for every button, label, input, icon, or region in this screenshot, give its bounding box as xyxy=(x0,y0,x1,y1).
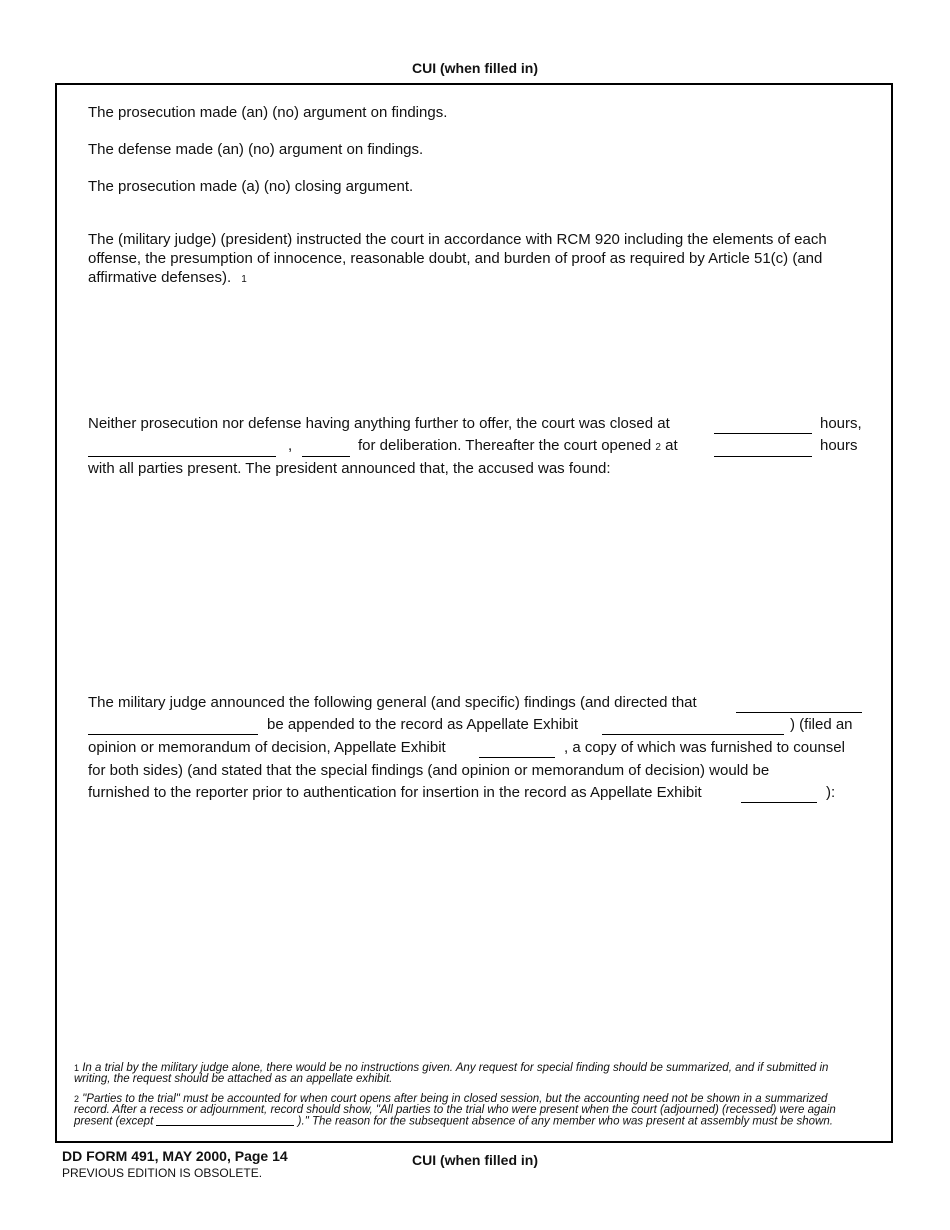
instruction-line-3-text: affirmative defenses). xyxy=(88,269,232,286)
footnote-1-number: 1 xyxy=(74,1063,80,1073)
findings-line-4: for both sides) (and stated that the special findings (and opinion or memorandum of decision) would be xyxy=(88,762,770,779)
court-reopened-line xyxy=(358,437,678,454)
findings-line-2a: be appended to the record as Appellate Exhibit xyxy=(267,716,579,733)
appellate-exhibit-field-2[interactable] xyxy=(479,739,555,758)
footnote-1-text: In a trial by the military judge alone, there would be no instructions given. Any request for special finding should be summarized, and if submitted in writing, the request should be attached as an appellate exhibit. xyxy=(74,1062,829,1085)
deliberation-text: for deliberation. Thereafter the court opened xyxy=(358,437,652,454)
hours-label-2: hours xyxy=(820,437,858,454)
edition-note: PREVIOUS EDITION IS OBSOLETE. xyxy=(62,1166,263,1180)
footnote-2-text-a: "Parties to the trial" must be accounted for when court opens after being in closed session, but the accounting need not be shown in a summarized record. After a recess or adjournment, record should show, "All parties to the trial who were present when the court (adjourned) (recessed) were again present (except xyxy=(74,1093,836,1128)
footnote-ref-1: 1 xyxy=(241,274,247,285)
at-label: at xyxy=(665,437,678,454)
prosecution-closing-argument: The prosecution made (a) (no) closing argument. xyxy=(88,178,414,195)
directed-item-field-b[interactable] xyxy=(88,716,258,735)
court-reopened-line-3: with all parties present. The president announced that, the accused was found: xyxy=(88,460,611,477)
page-number: Page 14 xyxy=(234,1148,288,1164)
court-closed-time-field[interactable] xyxy=(714,415,812,434)
footnote-ref-2: 2 xyxy=(655,442,661,453)
findings-line-1: The military judge announced the following general (and specific) findings (and directed that xyxy=(88,694,697,711)
hours-label-1: hours, xyxy=(820,415,862,432)
comma-separator: , xyxy=(288,437,293,454)
directed-item-field-a[interactable] xyxy=(736,694,862,713)
findings-line-5b: ): xyxy=(826,784,836,801)
footnote-2 xyxy=(74,1094,864,1127)
instruction-line-1: The (military judge) (president) instructed the court in accordance with RCM 920 including the elements of each xyxy=(88,231,827,248)
court-closed-line-1: Neither prosecution nor defense having anything further to offer, the court was closed at xyxy=(88,415,670,432)
findings-line-3b: , a copy of which was furnished to counsel xyxy=(564,739,845,756)
findings-line-2b: ) (filed an xyxy=(790,716,853,733)
footnote-2-number: 2 xyxy=(74,1094,80,1104)
header-classification: CUI (when filled in) xyxy=(412,60,538,76)
footnote-exception-field[interactable] xyxy=(156,1115,294,1126)
findings-line-3a: opinion or memorandum of decision, Appellate Exhibit xyxy=(88,739,446,756)
appellate-exhibit-field-3[interactable] xyxy=(741,784,817,803)
footer-classification: CUI (when filled in) xyxy=(412,1152,538,1168)
defense-findings-argument: The defense made (an) (no) argument on findings. xyxy=(88,141,424,158)
prosecution-findings-argument: The prosecution made (an) (no) argument on findings. xyxy=(88,104,448,121)
footnote-1 xyxy=(74,1063,864,1084)
footnote-2-text-b: )." The reason for the subsequent absence of any member who was present at assembly must be shown. xyxy=(297,1115,833,1128)
findings-line-5a: furnished to the reporter prior to authentication for insertion in the record as Appellate Exhibit xyxy=(88,784,702,801)
deliberation-year-field[interactable] xyxy=(302,438,350,457)
court-closed-date-field[interactable] xyxy=(88,438,276,457)
form-id: DD FORM 491, MAY 2000, xyxy=(62,1148,231,1164)
appellate-exhibit-field-1[interactable] xyxy=(602,716,784,735)
court-reopened-time-field[interactable] xyxy=(714,438,812,457)
instruction-line-2: offense, the presumption of innocence, reasonable doubt, and burden of proof as required by Article 51(c) (and xyxy=(88,250,823,267)
instruction-line-3 xyxy=(88,269,247,286)
